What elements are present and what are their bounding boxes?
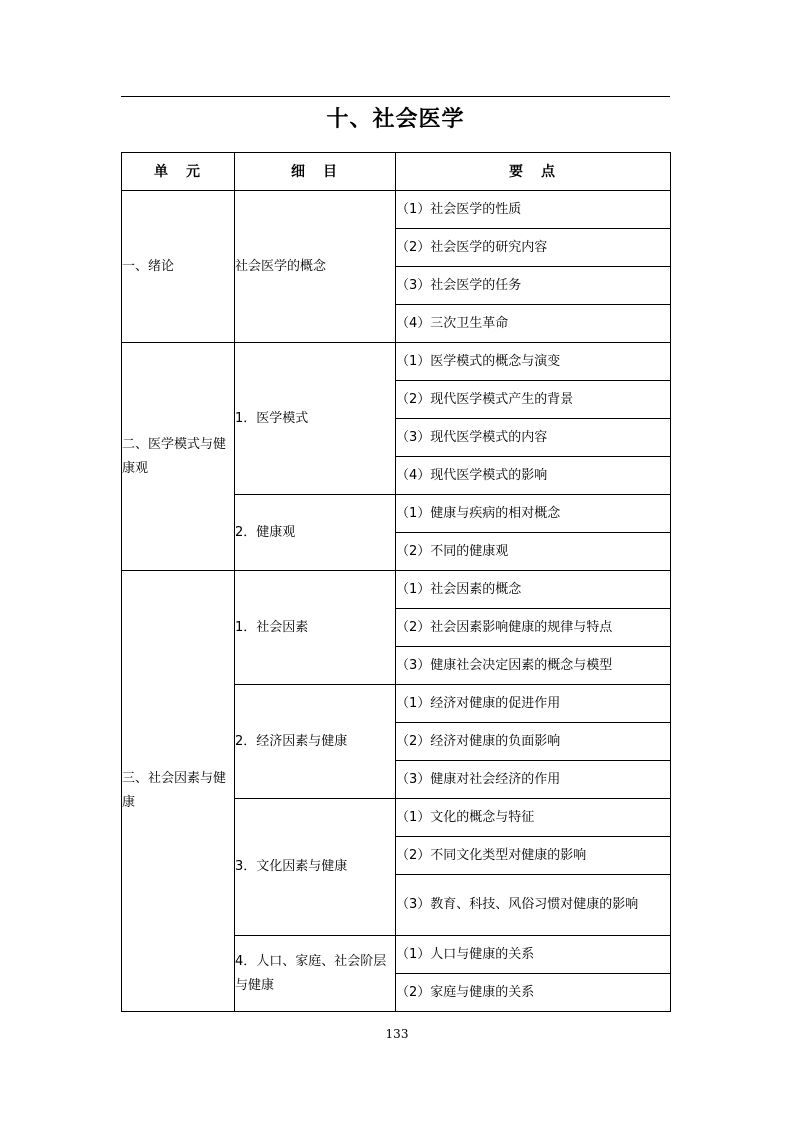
page-number: 133: [385, 1027, 409, 1041]
unit-cell: 一、绪论: [122, 191, 235, 343]
unit-cell: 三、社会因素与健康: [122, 571, 235, 1012]
point-cell: （1）文化的概念与特征: [396, 799, 671, 837]
point-cell: （2）现代医学模式产生的背景: [396, 381, 671, 419]
point-cell: （4）三次卫生革命: [396, 305, 671, 343]
table-row: [122, 571, 671, 609]
point-cell: （1）经济对健康的促进作用: [396, 685, 671, 723]
point-cell: （2）不同文化类型对健康的影响: [396, 837, 671, 875]
table-row: [122, 343, 671, 381]
point-cell: （3）现代医学模式的内容: [396, 419, 671, 457]
syllabus-table: [121, 152, 671, 1012]
point-cell: （1）社会因素的概念: [396, 571, 671, 609]
detail-cell: 2．健康观: [235, 495, 396, 571]
point-cell: （3）社会医学的任务: [396, 267, 671, 305]
point-cell: （1）人口与健康的关系: [396, 936, 671, 974]
point-cell: （3）健康对社会经济的作用: [396, 761, 671, 799]
header-points: 要 点: [396, 153, 671, 191]
point-cell: （2）不同的健康观: [396, 533, 671, 571]
point-cell: （2）经济对健康的负面影响: [396, 723, 671, 761]
point-cell: （1）社会医学的性质: [396, 191, 671, 229]
point-cell: （2）社会医学的研究内容: [396, 229, 671, 267]
point-cell: （3）教育、科技、风俗习惯对健康的影响: [396, 875, 671, 936]
detail-cell: 3．文化因素与健康: [235, 799, 396, 936]
detail-cell: 1．社会因素: [235, 571, 396, 685]
point-cell: （1）健康与疾病的相对概念: [396, 495, 671, 533]
point-cell: （4）现代医学模式的影响: [396, 457, 671, 495]
detail-cell: 4．人口、家庭、社会阶层与健康: [235, 936, 396, 1012]
detail-cell: 社会医学的概念: [235, 191, 396, 343]
table-header-row: [122, 153, 671, 191]
header-rule: [121, 96, 670, 97]
detail-cell: 2．经济因素与健康: [235, 685, 396, 799]
header-unit: 单 元: [122, 153, 235, 191]
page-title: 十、社会医学: [326, 106, 465, 132]
point-cell: （1）医学模式的概念与演变: [396, 343, 671, 381]
point-cell: （3）健康社会决定因素的概念与模型: [396, 647, 671, 685]
unit-cell: 二、医学模式与健康观: [122, 343, 235, 571]
table-row: [122, 191, 671, 229]
detail-cell: 1．医学模式: [235, 343, 396, 495]
point-cell: （2）社会因素影响健康的规律与特点: [396, 609, 671, 647]
header-detail: 细 目: [235, 153, 396, 191]
point-cell: （2）家庭与健康的关系: [396, 974, 671, 1012]
